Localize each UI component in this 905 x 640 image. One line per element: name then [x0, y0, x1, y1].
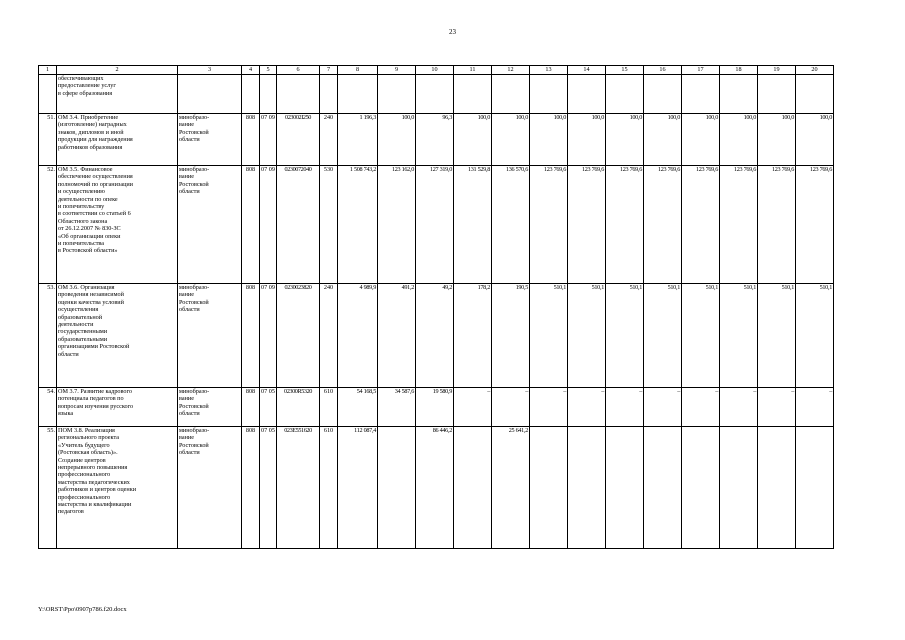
- amount-cell: 190,5: [492, 284, 530, 388]
- amount-cell: [530, 427, 568, 549]
- target-article-cell: 0230072040: [277, 166, 320, 284]
- grbs-code-cell: 808: [242, 427, 260, 549]
- table-row: [39, 114, 871, 166]
- amount-cell: [796, 75, 834, 114]
- amount-cell: –: [682, 388, 720, 427]
- footer-file-path: Y:\ORST\Ppo\0907p786.f20.docx: [38, 606, 127, 613]
- target-article-cell: [277, 75, 320, 114]
- executor-cell: минобразо- вание Ростовской области: [178, 114, 242, 166]
- column-number-header: 5: [260, 66, 277, 75]
- table-header: [39, 66, 871, 75]
- expense-type-cell: 610: [320, 388, 338, 427]
- column-number-header: 9: [378, 66, 416, 75]
- amount-cell: [796, 427, 834, 549]
- amount-cell: [644, 427, 682, 549]
- amount-cell: 123 769,6: [530, 166, 568, 284]
- amount-cell: [758, 427, 796, 549]
- column-number-header: 17: [682, 66, 720, 75]
- executor-cell: минобразо- вание Ростовской области: [178, 427, 242, 549]
- amount-cell: 178,2: [454, 284, 492, 388]
- amount-cell: 49,2: [416, 284, 454, 388]
- amount-cell: [720, 427, 758, 549]
- amount-cell: [644, 75, 682, 114]
- amount-cell: [492, 75, 530, 114]
- amount-cell: 100,0: [454, 114, 492, 166]
- amount-cell: 123 769,6: [606, 166, 644, 284]
- measure-name-cell: обеспечивающих предоставление услуг в сфере образования: [57, 75, 178, 114]
- amount-cell: [378, 427, 416, 549]
- amount-cell: 510,1: [720, 284, 758, 388]
- amount-cell: 19 580,9: [416, 388, 454, 427]
- amount-cell: [338, 75, 378, 114]
- amount-cell: 100,0: [758, 114, 796, 166]
- amount-cell: 131 529,8: [454, 166, 492, 284]
- amount-cell: –: [606, 388, 644, 427]
- column-number-header: 1: [39, 66, 57, 75]
- grbs-code-cell: 808: [242, 388, 260, 427]
- column-number-header: 13: [530, 66, 568, 75]
- row-number-cell: 53.: [39, 284, 57, 388]
- target-article-cell: 0230023820: [277, 284, 320, 388]
- amount-cell: 510,1: [606, 284, 644, 388]
- amount-cell: –: [758, 388, 796, 427]
- grbs-code-cell: [242, 75, 260, 114]
- amount-cell: 123 162,0: [378, 166, 416, 284]
- amount-cell: [568, 75, 606, 114]
- amount-cell: 123 769,6: [796, 166, 834, 284]
- section-code-cell: [260, 75, 277, 114]
- section-code-cell: 07 09: [260, 284, 277, 388]
- row-number-cell: 51.: [39, 114, 57, 166]
- amount-cell: –: [530, 388, 568, 427]
- amount-cell: 123 769,6: [644, 166, 682, 284]
- amount-cell: 54 168,5: [338, 388, 378, 427]
- amount-cell: [606, 75, 644, 114]
- amount-cell: 25 641,2: [492, 427, 530, 549]
- amount-cell: –: [568, 388, 606, 427]
- amount-cell: 34 587,6: [378, 388, 416, 427]
- grbs-code-cell: 808: [242, 284, 260, 388]
- amount-cell: 86 446,2: [416, 427, 454, 549]
- column-number-header: 14: [568, 66, 606, 75]
- amount-cell: [758, 75, 796, 114]
- table-row: [39, 427, 871, 549]
- amount-cell: [682, 75, 720, 114]
- executor-cell: минобразо- вание Ростовской области: [178, 284, 242, 388]
- grbs-code-cell: 808: [242, 114, 260, 166]
- table-row: [39, 388, 871, 427]
- amount-cell: –: [796, 388, 834, 427]
- measure-name-cell: ОМ 3.6. Организация проведения независимой оценки качества условий осуществления образовательной деятельности государственными образовательными организациями Ростовской области: [57, 284, 178, 388]
- row-number-cell: 55.: [39, 427, 57, 549]
- executor-cell: минобразо- вание Ростовской области: [178, 166, 242, 284]
- column-number-header: 15: [606, 66, 644, 75]
- target-article-cell: 02300R5320: [277, 388, 320, 427]
- amount-cell: 100,0: [606, 114, 644, 166]
- column-number-header: 4: [242, 66, 260, 75]
- column-number-header: 19: [758, 66, 796, 75]
- amount-cell: 100,0: [378, 114, 416, 166]
- amount-cell: 136 570,6: [492, 166, 530, 284]
- amount-cell: 123 769,6: [758, 166, 796, 284]
- table-row: [39, 166, 871, 284]
- amount-cell: –: [454, 388, 492, 427]
- column-number-header: 20: [796, 66, 834, 75]
- amount-cell: 100,0: [492, 114, 530, 166]
- amount-cell: 100,0: [644, 114, 682, 166]
- expense-type-cell: 610: [320, 427, 338, 549]
- column-number-header: 8: [338, 66, 378, 75]
- measure-name-cell: ОМ 3.7. Развитие кадрового потенциала педагогов по вопросам изучения русского языка: [57, 388, 178, 427]
- amount-cell: 4 989,9: [338, 284, 378, 388]
- page-number: 23: [449, 28, 456, 36]
- section-code-cell: 07 05: [260, 388, 277, 427]
- column-number-header: 3: [178, 66, 242, 75]
- section-code-cell: 07 09: [260, 114, 277, 166]
- table-body: [39, 75, 871, 549]
- amount-cell: 510,1: [682, 284, 720, 388]
- measure-name-cell: ПОМ 3.8. Реализация регионального проекта «Учитель будущего (Ростовская область)». Создание центров непрерывного повышения профессионального мастерства педагогических работников и центров оценки профессионального мастерства и квалификации педагогов: [57, 427, 178, 549]
- measure-name-cell: ОМ 3.4. Приобретение (изготовление) наградных знаков, дипломов и иной продукции для награждения работников образования: [57, 114, 178, 166]
- amount-cell: 100,0: [682, 114, 720, 166]
- amount-cell: 100,0: [530, 114, 568, 166]
- amount-cell: 123 769,6: [720, 166, 758, 284]
- column-number-header: 7: [320, 66, 338, 75]
- grbs-code-cell: 808: [242, 166, 260, 284]
- executor-cell: [178, 75, 242, 114]
- row-number-cell: [39, 75, 57, 114]
- amount-cell: 100,0: [720, 114, 758, 166]
- column-number-header: 12: [492, 66, 530, 75]
- amount-cell: 127 319,0: [416, 166, 454, 284]
- column-number-header: 10: [416, 66, 454, 75]
- column-number-header: 16: [644, 66, 682, 75]
- section-code-cell: 07 09: [260, 166, 277, 284]
- amount-cell: 510,1: [530, 284, 568, 388]
- target-article-cell: 023002I250: [277, 114, 320, 166]
- amount-cell: [682, 427, 720, 549]
- amount-cell: –: [720, 388, 758, 427]
- amount-cell: [568, 427, 606, 549]
- column-number-header: 11: [454, 66, 492, 75]
- target-article-cell: 023E551620: [277, 427, 320, 549]
- section-code-cell: 07 05: [260, 427, 277, 549]
- column-number-header: 2: [57, 66, 178, 75]
- expense-type-cell: [320, 75, 338, 114]
- expense-type-cell: 240: [320, 114, 338, 166]
- amount-cell: 100,0: [796, 114, 834, 166]
- amount-cell: 123 769,6: [568, 166, 606, 284]
- amount-cell: [454, 427, 492, 549]
- amount-cell: 123 769,6: [682, 166, 720, 284]
- amount-cell: [606, 427, 644, 549]
- amount-cell: 491,2: [378, 284, 416, 388]
- row-number-cell: 54.: [39, 388, 57, 427]
- amount-cell: 96,3: [416, 114, 454, 166]
- amount-cell: 510,1: [644, 284, 682, 388]
- amount-cell: [454, 75, 492, 114]
- amount-cell: 510,1: [758, 284, 796, 388]
- measure-name-cell: ОМ 3.5. Финансовое обеспечение осуществления полномочий по организации и осуществлению деятельности по опеке и попечительству в соответствии со статьей 6 Областного закона от 26.12.2007 № 830-ЗС «Об организации опеки и попечительства в Ростовской области»: [57, 166, 178, 284]
- amount-cell: 1 508 743,2: [338, 166, 378, 284]
- amount-cell: –: [492, 388, 530, 427]
- amount-cell: 510,1: [796, 284, 834, 388]
- amount-cell: –: [644, 388, 682, 427]
- amount-cell: 1 196,3: [338, 114, 378, 166]
- expense-type-cell: 530: [320, 166, 338, 284]
- table-row: [39, 75, 871, 114]
- expense-type-cell: 240: [320, 284, 338, 388]
- amount-cell: 100,0: [568, 114, 606, 166]
- row-number-cell: 52.: [39, 166, 57, 284]
- amount-cell: [416, 75, 454, 114]
- amount-cell: 112 087,4: [338, 427, 378, 549]
- column-number-header: 18: [720, 66, 758, 75]
- amount-cell: [530, 75, 568, 114]
- column-number-header: 6: [277, 66, 320, 75]
- amount-cell: [378, 75, 416, 114]
- budget-table: [38, 65, 871, 549]
- executor-cell: минобразо- вание Ростовской области: [178, 388, 242, 427]
- amount-cell: 510,1: [568, 284, 606, 388]
- amount-cell: [720, 75, 758, 114]
- table-row: [39, 284, 871, 388]
